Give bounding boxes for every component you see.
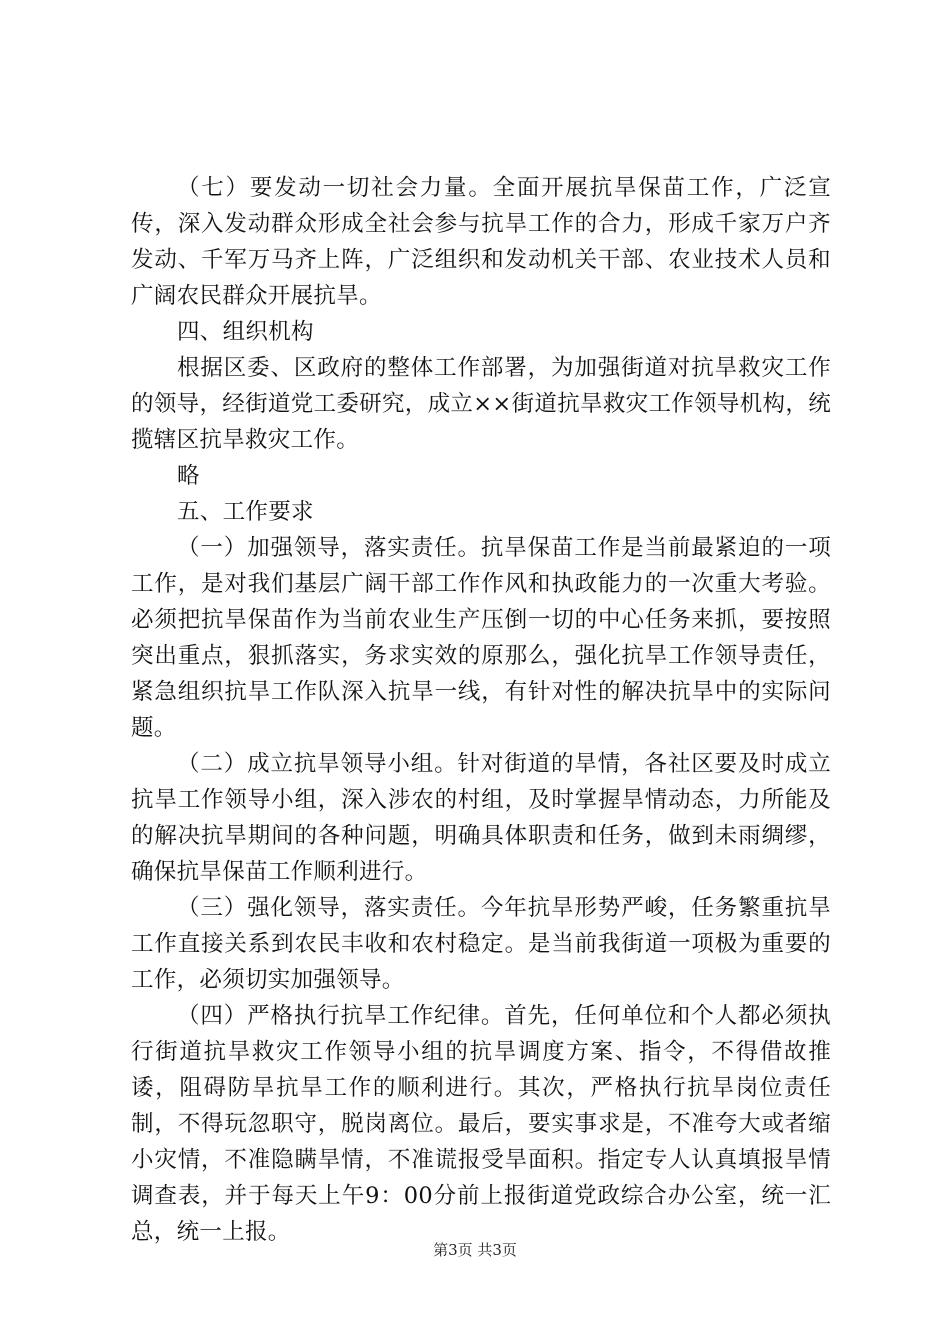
paragraph-requirement-2: （二）成立抗旱领导小组。针对街道的旱情，各社区要及时成立抗旱工作领导小组，深入涉农的村组，及时掌握旱情动态，力所能及的解决抗旱期间的各种问题，明确具体职责和任务，做到未雨绸缪，确保抗旱保苗工作顺利进行。 (131, 751, 831, 885)
paragraph-organization: 根据区委、区政府的整体工作部署，为加强街道对抗旱救灾工作的领导，经街道党工委研究，成立××街道抗旱救灾工作领导机构，统揽辖区抗旱救灾工作。 (131, 355, 831, 453)
page-footer: 第3页 共3页 (433, 1241, 517, 1259)
paragraph-omitted: 略 (177, 463, 200, 489)
paragraph-requirement-1: （一）加强领导，落实责任。抗旱保苗工作是当前最紧迫的一项工作，是对我们基层广阔干部工作作风和执政能力的一次重大考验。必须把抗旱保苗作为当前农业生产压倒一切的中心任务来抓，要按照突出重点，狠抓落实，务求实效的原那么，强化抗旱工作领导责任，紧急组织抗旱工作队深入抗旱一线，有针对性的解决抗旱中的实际问题。 (131, 535, 831, 741)
document-body (131, 170, 831, 1250)
paragraph-requirement-3: （三）强化领导，落实责任。今年抗旱形势严峻，任务繁重抗旱工作直接关系到农民丰收和农村稳定。是当前我街道一项极为重要的工作，必须切实加强领导。 (131, 895, 831, 993)
heading-work-requirements: 五、工作要求 (177, 499, 314, 525)
paragraph-requirement-4: （四）严格执行抗旱工作纪律。首先，任何单位和个人都必须执行街道抗旱救灾工作领导小组的抗旱调度方案、指令，不得借故推诿，阻碍防旱抗旱工作的顺利进行。其次，严格执行抗旱岗位责任制，不得玩忽职守，脱岗离位。最后，要实事求是，不准夸大或者缩小灾情，不准隐瞒旱情，不准谎报受旱面积。指定专人认真填报旱情调查表，并于每天上午9：00分前上报街道党政综合办公室，统一汇总，统一上报。 (131, 1003, 831, 1245)
paragraph-mobilize-society: （七）要发动一切社会力量。全面开展抗旱保苗工作，广泛宣传，深入发动群众形成全社会参与抗旱工作的合力，形成千家万户齐发动、千军万马齐上阵，广泛组织和发动机关干部、农业技术人员和广阔农民群众开展抗旱。 (131, 175, 831, 309)
heading-organization: 四、组织机构 (177, 319, 314, 345)
